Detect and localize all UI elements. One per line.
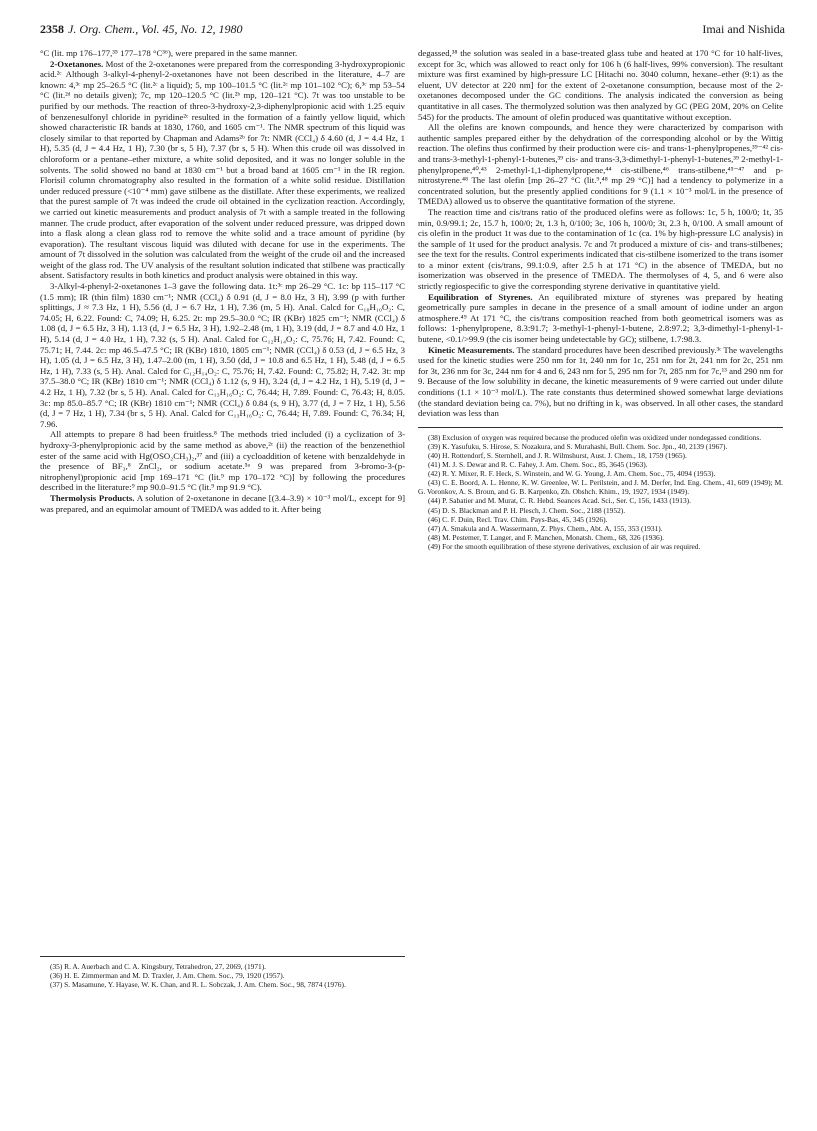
- paragraph-text: A solution of 2-oxetanone in decane [(3.4–3.9) × 10⁻³ mol/L, except for 9] was prepared, and an equimolar amount of TMEDA was added to it. After being: [40, 492, 405, 514]
- footnote: (40) H. Rottendorf, S. Sternhell, and J. R. Wilmshurst, Aust. J. Chem., 18, 1759 (1965).: [428, 450, 687, 460]
- paragraph-text: An equilibrated mixture of styrenes was prepared by heating geometrically pure samples in decane in the presence of a small amount of iodine under an argon atmosphere.⁴⁹ At 171 °C, the cis/trans composition reached from both geometrical isomers was as follows: 1-phenylpropene, 8.3:91.7; 3-methyl-1-phenyl-1-butene, 2.8:97.2; 3,3-dimethyl-1-phenyl-1-butene, <0.1/>99.9 (the cis isomer being undetectable by GC); stilbene, 1.7:98.3.: [418, 291, 783, 345]
- paragraph: 3-Alkyl-4-phenyl-2-oxetanones 1–3 gave the following data. 1t:³ᶜ mp 26–29 °C. 1c: bp 115–117 °C (1.5 mm); IR (thin film) 1830 cm⁻¹; NMR (CCl₄) δ 0.91 (d, J = 8.0 Hz, 3 H), 3.99 (p with further splittings, J ≈ 7.3 Hz, 1 H), 5.56 (d, J = 6.7 Hz, 1 H), 7.36 (m, 5 H). Anal. Calcd for C₁₀H₁₀O₂: C, 74.05; H, 6.22. Found: C, 74.09; H, 6.25. 2t: mp 29.5–30.0 °C; IR (KBr) 1825 cm⁻¹; NMR (CCl₄) δ 1.08 (d, J = 6.5 Hz, 3 H), 1.13 (d, J = 6.5 Hz, 3 H), 1.92–2.48 (m, 1 H), 3.19 (dd, J = 8.7 and 4.0 Hz, 1 H), 5.14 (d, J = 4.0 Hz, 1 H), 7.32 (s, 5 H). Anal. Calcd for C₁₂H₁₄O₂: C, 75.76; H, 7.42. Found: C, 75.71; H, 7.44. 2c: mp 46.5–47.5 °C; IR (KBr) 1810, 1805 cm⁻¹; NMR (CCl₄) δ 0.53 (d, J = 6.5 Hz, 3 H), 1.05 (d, J = 6.5 Hz, 3 H), 1.47–2.00 (m, 1 H), 3.50 (dd, J = 10.8 and 6.5 Hz, 1 H), 5.48 (d, J = 6.5 Hz, 1 H), 7.33 (s, 5 H). Anal. Calcd for C₁₂H₁₄O₂: C, 75.76; H, 7.42. Found: C, 75.82; H, 7.42. 3t: mp 37.5–38.0 °C; IR (KBr) 1810 cm⁻¹; NMR (CCl₄) δ 1.12 (s, 9 H), 3.24 (d, J = 4.2 Hz, 1 H), 5.19 (d, J = 4.2 Hz, 1 H), 7.32 (br s, 5 H). Anal. Calcd for C₁₃H₁₆O₂: C, 76.44; H, 7.89. Found: C, 76.43; H, 8.05. 3c: mp 85.0–85.7 °C; IR (KBr) 1810 cm⁻¹; NMR (CCl₄) δ 0.84 (s, 9 H), 3.77 (d, J = 7 Hz, 1 H), 5.56 (d, J = 7 Hz, 1 H), 7.34 (br s, 5 H). Anal. Calcd for C₁₃H₁₆O₂: C, 76.44; H, 7.89. Found: C, 76.34; H, 7.96.: [40, 281, 405, 429]
- footnote-rule: [418, 427, 783, 428]
- footnote: (47) A. Smakula and A. Wassermann, Z. Phys. Chem., Abt. A, 155, 353 (1931).: [428, 523, 663, 533]
- running-authors: Imai and Nishida: [702, 22, 785, 36]
- footnote: (41) M. J. S. Dewar and R. C. Fahey, J. Am. Chem. Soc., 85, 3645 (1963).: [428, 460, 648, 470]
- page-number: 2358: [40, 22, 64, 36]
- footnote: (35) R. A. Auerbach and C. A. Kingsbury, Tetrahedron, 27, 2069, (1971).: [50, 962, 267, 971]
- paragraph: All the olefins are known compounds, and hence they were characterized by comparison with authentic samples prepared either by the dehydration of the corresponding alcohol or by the Wittig reaction. The olefins thus confirmed by their production were cis- and trans-1-phenylpropenes,³⁹⁻⁴² cis- and trans-3-methyl-1-phenyl-1-butenes,³⁹ cis- and trans-3,3-dimethyl-1-phenyl-1-butenes,³⁹ 2-methyl-1-phenylpropene,⁴⁰,⁴³ 2-methyl-1,1-diphenylpropene,⁴⁴ cis-stilbene,⁴⁶ trans-stilbene,⁴⁵⁻⁴⁷ and p-nitrostyrene.⁴⁸ The last olefin [mp 26–27 °C (lit.⁹,⁴⁸ mp 29 °C)] had a tendency to polymerize in a concentrated solution, but the presently applied conditions for 9 (1.1 × 10⁻³ mol/L in the presence of TMEDA) allowed us to observe the quantitative formation of the styrene.: [418, 122, 783, 207]
- paragraph: All attempts to prepare 8 had been fruitless.⁸ The methods tried included (i) a cyclization of 3-hydroxy-3-phenylpropionic acid by the same method as above,²ᶜ (ii) the reaction of the benzenethiol ester of the same acid with Hg(OSO₂CH₃)₂,³⁷ and (iii) a cycloaddition of ketene with benzaldehyde in the presence of BF₃,⁸ ZnCl₂, or sodium acetate.⁵ᵃ 9 was prepared from 3-bromo-3-(p-nitrophenyl)propionic acid [mp 169–171 °C (lit.⁹ mp 170–172 °C)] by following the procedures described in the literature:⁹ mp 90.0–91.5 °C (lit.⁹ mp 91.9 °C).: [40, 429, 405, 493]
- right-column: [418, 48, 783, 551]
- paragraph: [418, 292, 783, 345]
- paragraph: [40, 59, 405, 281]
- paragraph-text: The standard procedures have been described previously.³ᶜ The wavelengths used for the kinetic studies were 250 nm for 1t, 240 nm for 1c, 251 nm for 2t, 241 nm for 2c, 251 nm for 3t, 236 nm for 3c, 244 nm for 4 and 6, 243 nm for 5, 295 nm for 7t, 285 nm for 7c,¹³ and 290 nm for 9. Because of the low solubility in decane, the kinetic measurements of 9 were carried out under dilute conditions (1.1 × 10⁻³ mol/L). The rate constants thus determined showed somewhat large deviations (the standard deviation being ca. 7%), but no drifting in k₁ was observed. In all other cases, the standard deviation was less than: [418, 344, 783, 419]
- footnote: (42) R. Y. Mixer, R. F. Heck, S. Winstein, and W. G. Young, J. Am. Chem. Soc., 75, 4094 (1953).: [428, 469, 716, 479]
- paragraph-text: Most of the 2-oxetanones were prepared from the corresponding 3-hydroxypropionic acid.²ᶜ Although 3-alkyl-4-phenyl-2-oxetanones have not been described in the literature, 4–7 are known: 4,³ᶜ mp 25–26.5 °C (lit.²ᶜ a liquid); 5, mp 100–101.5 °C (lit.²ᶜ mp 101–102 °C); 6,³ᶜ mp 53–54 °C (lit.²ᵈ no details given); 7c, mp 120–120.5 °C (lit.²ᵇ mp, 120–121 °C). 7t was too unstable to be purified by our methods. The reaction of threo-3-hydroxy-2,3-diphenylpropionic acid with 1.25 equiv of benzenesulfonyl chloride in pyridine²ᶜ resulted in the formation of a faintly yellow liquid, which showed characteristic IR bands at 1830, 1760, and 1605 cm⁻¹. The NMR spectrum of this liquid was closely similar to that reported by Chapman and Adams²ᵇ for 7t: NMR (CCl₄) δ 4.60 (d, J = 4.4 Hz, 1 H), 5.35 (d, J = 4.4 Hz, 1 H), 7.30 (br s, 5 H), 7.37 (br s, 5 H). When this crude oil was dissolved in chloroform or a pentane–ether mixture, a white solid deposited, and it was no longer soluble in the solvents. The solid showed no band at 1830 cm⁻¹ but a broad band at 1605 cm⁻¹ in the IR region. Florisil column chromatography also resulted in the formation of a white solid residue. Distillation under reduced pressure (<10⁻⁴ mm) gave stilbene as the distillate. After these experiments, we realized that the purest sample of 7t was indeed the crude oil obtained in the cyclization reaction. Accordingly, we carried out kinetic measurements and product analysis of 7t with a sample treated in the following manner. The crude product, after evaporation of the solvent under reduced pressure, was dripped down into a flask along a clean glass rod to remove the white solid and a trace amount of pyridine (by evaporation). The resultant viscous liquid was diluted with decane for use in the experiments. The amount of 7t dissolved in the solution was calculated from the weight of the crude oil and the increased weight of the glass rod. The UV analysis of the resultant solution indicated that stilbene was practically absent. Satisfactory results in both kinetics and product analysis were obtained in this way.: [40, 58, 405, 281]
- paragraph: °C (lit. mp 176–177,³⁵ 177–178 °C³⁶), were prepared in the same manner.: [40, 48, 298, 58]
- paragraph: [40, 493, 405, 514]
- footnote: (46) C. F. Duin, Recl. Trav. Chim. Pays-Bas, 45, 345 (1926).: [428, 514, 608, 524]
- footnote: (43) C. E. Boord, A. L. Henne, K. W. Greenlee, W. L. Perilstein, and J. M. Derfer, Ind. Eng. Chem., 41, 609 (1949); M. G. Voronkov, A. S. Broun, and G. B. Karpenko, Zh. Obshch. Khim., 19, 1927, 1934 (1949).: [418, 478, 783, 497]
- footnote-rule: [40, 956, 405, 957]
- page-header: [40, 22, 785, 38]
- footnote: (45) D. S. Blackman and P. H. Plesch, J. Chem. Soc., 2188 (1952).: [428, 505, 626, 515]
- footnote: (36) H. E. Zimmerman and M. D. Traxler, J. Am. Chem. Soc., 79, 1920 (1957).: [50, 971, 285, 981]
- left-column: [40, 48, 405, 514]
- section-heading: Kinetic Measurements.: [428, 344, 515, 355]
- footnote: (48) M. Pestemer, T. Langer, and F. Manchen, Monatsh. Chem., 68, 326 (1936).: [428, 532, 665, 542]
- footnote: (44) P. Sabatier and M. Murat, C. R. Hebd. Seances Acad. Sci., Ser. C, 156, 1433 (1913).: [428, 496, 691, 506]
- paragraph: The reaction time and cis/trans ratio of the produced olefins were as follows: 1c, 5 h, 100/0; 1t, 35 min, 0.9/99.1; 2c, 15.7 h, 100/0; 2t, 1.3 h, 0/100; 3c, 106 h, 100/0; 3t, 2.3 h, 0/100. A small amount of cis olefin in the product 1t was due to the contamination of 1c (ca. 1% by high-pressure LC analysis) in the sample of 1t used for the product analysis. 7c and 7t produced a mixture of cis- and trans-stilbenes; see the text for the results. Control experiments indicated that cis-stilbene isomerized to the trans isomer to a minor extent (cis/trans, 99.1:0.9, after 2.5 h at 171 °C) in the absence of TMEDA, but no isomerization was observed in the presence of TMEDA. The thermolyses of 4, 5, and 6 were also strictly regiospecific to give the corresponding styrene derivative in quantitative yield.: [418, 206, 783, 292]
- section-heading: Equilibration of Styrenes.: [428, 291, 533, 302]
- footnote: (49) For the smooth equilibration of these styrene derivatives, exclusion of air was required.: [428, 541, 701, 551]
- section-heading: Thermolysis Products.: [50, 492, 135, 503]
- paragraph: degassed,³⁸ the solution was sealed in a base-treated glass tube and heated at 170 °C for 10 half-lives, except for 3c, which was allowed to react only for 106 h (6 half-lives, 99% conversion). The resultant mixture was first examined by high-pressure LC [Hitachi no. 3040 column, hexane–ether (9:1) as the eluent, UV detector at 220 nm] for the extent of 2-oxetanone consumption, because most of the 2-oxetanones decomposed under the GC conditions. The analysis indicated the conversion as being quantitative in all cases. The thermolyzed solution was then analyzed by GC (PEG 20M, 20% on Celite 545) for the products. The amount of olefin produced was quantitative without exception.: [418, 48, 783, 122]
- journal-citation: J. Org. Chem., Vol. 45, No. 12, 1980: [68, 22, 243, 36]
- left-footnotes: [40, 948, 405, 989]
- paragraph: [418, 345, 783, 419]
- footnote: (38) Exclusion of oxygen was required because the produced olefin was oxidized under nondegassed conditions.: [428, 432, 762, 442]
- section-heading: 2-Oxetanones.: [50, 58, 104, 69]
- footnote: (37) S. Masamune, Y. Hayase, W. K. Chan, and R. L. Sobczak, J. Am. Chem. Soc., 98, 7874 (1976).: [50, 980, 346, 990]
- right-footnotes: [418, 433, 783, 551]
- footnote: (39) K. Yasufuku, S. Hirose, S. Nozakura, and S. Murahashi, Bull. Chem. Soc. Jpn., 40, 2139 (1967).: [428, 441, 728, 451]
